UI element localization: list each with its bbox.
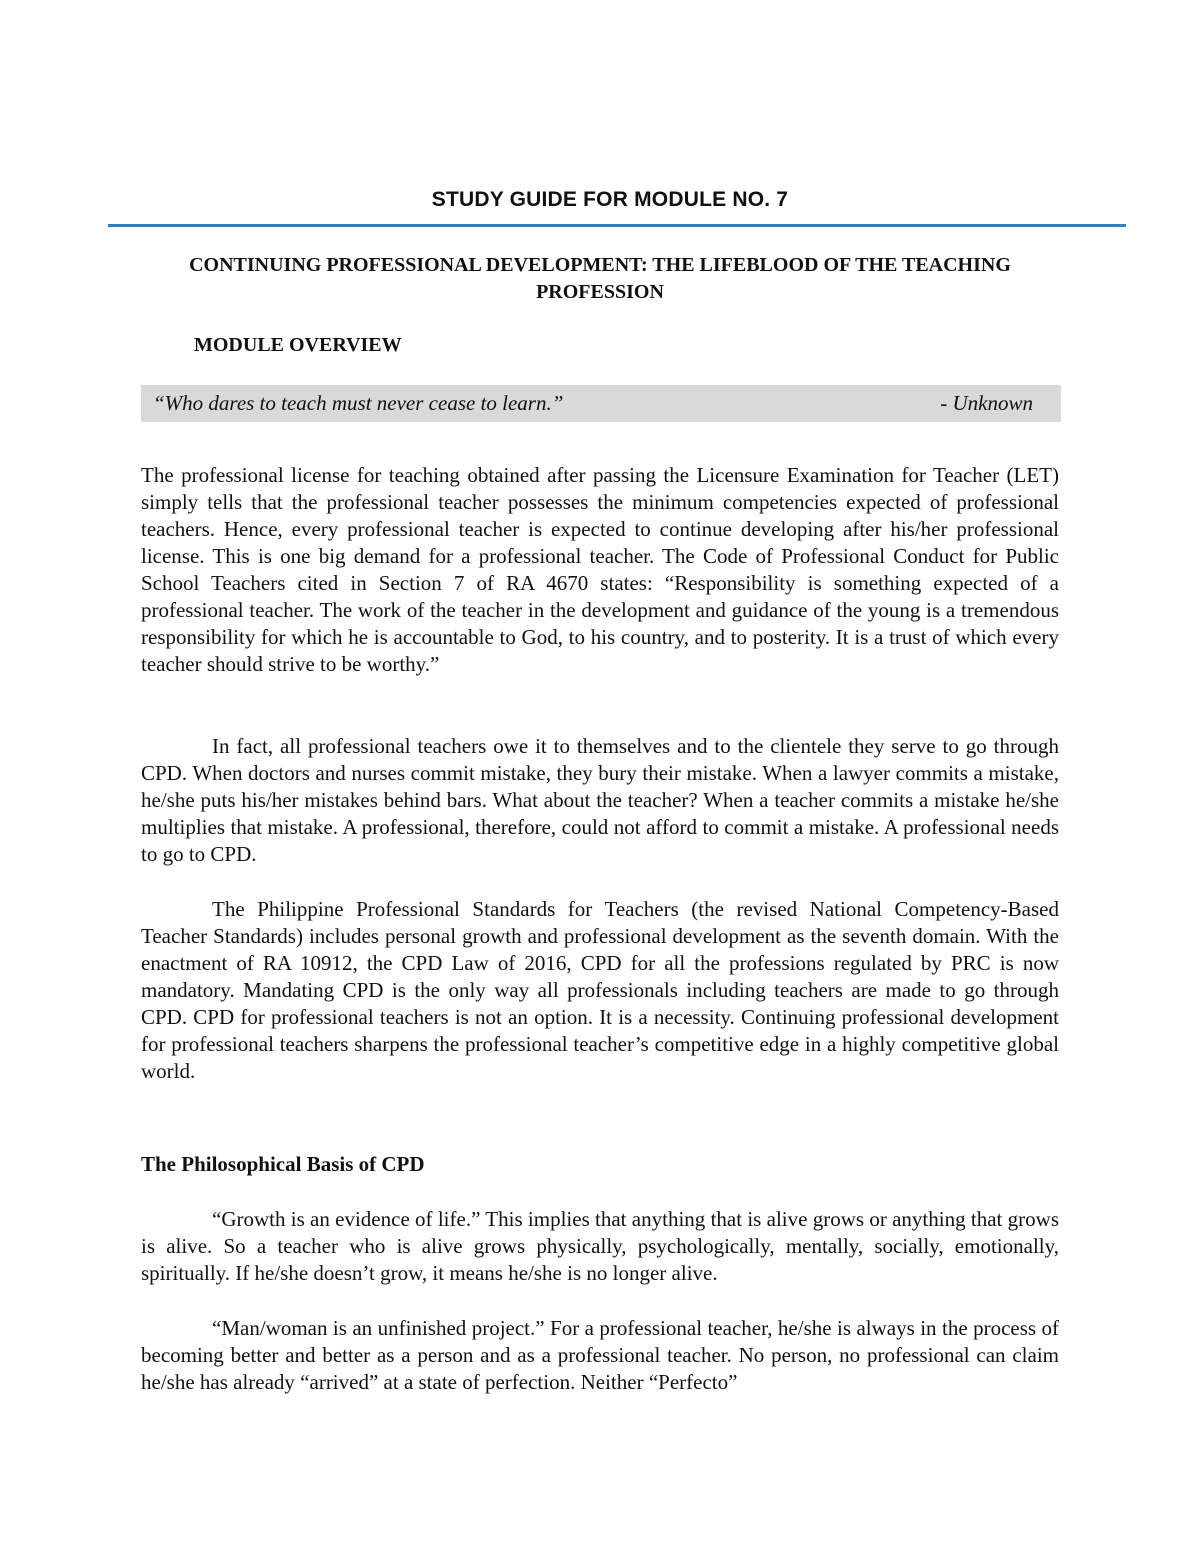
module-title: CONTINUING PROFESSIONAL DEVELOPMENT: THE LIFEBLOOD OF THE TEACHING PROFESSION [189, 254, 1011, 303]
paragraph-standards: The Philippine Professional Standards for Teachers (the revised National Competency-Based Teacher Standards) includes personal growth and professional development as the seventh domain. With the enactment of RA 10912, the CPD Law of 2016, CPD for all the professions regulated by PRC is now mandatory. Mandating CPD is the only way all professionals including teachers are made to go through CPD. CPD for professional teachers is not an option. It is a necessity. Continuing professional development for professional teachers sharpens the professional teacher’s competitive edge in a highly competitive global world. [141, 897, 1059, 1083]
paragraph-cpd-owe: In fact, all professional teachers owe it to themselves and to the clientele they serve to go through CPD. When doctors and nurses commit mistake, they bury their mistake. When a lawyer commits a mistake, he/she puts his/her mistakes behind bars. What about the teacher? When a teacher commits a mistake he/she multiplies that mistake. A professional, therefore, could not afford to commit a mistake. A professional needs to go to CPD. [141, 734, 1059, 866]
paragraph-unfinished-project: “Man/woman is an unfinished project.” For a professional teacher, he/she is always in the process of becoming better and better as a person and as a professional teacher. No person, no professional can claim he/she has already “arrived” at a state of perfection. Neither “Perfecto” [141, 1316, 1059, 1394]
paragraph-license: The professional license for teaching obtained after passing the Licensure Examination for Teacher (LET) simply tells that the professional teacher possesses the minimum competencies expected of professional teachers. Hence, every professional teacher is expected to continue developing after his/her professional license. This is one big demand for a professional teacher. The Code of Professional Conduct for Public School Teachers cited in Section 7 of RA 4670 states: “Responsibility is something expected of a professional teacher. The work of the teacher in the development and guidance of the young is a tremendous responsibility for which he is accountable to God, to his country, and to posterity. It is a trust of which every teacher should strive to be worthy.” [141, 463, 1059, 676]
guide-title: STUDY GUIDE FOR MODULE NO. 7 [431, 188, 789, 211]
module-overview-heading: MODULE OVERVIEW [194, 334, 402, 356]
quote-text: “Who dares to teach must never cease to learn.” [153, 391, 564, 415]
paragraph-growth: “Growth is an evidence of life.” This implies that anything that is alive grows or anything that grows is alive. So a teacher who is alive grows physically, psychologically, mentally, socially, emotionally, spiritually. If he/she doesn’t grow, it means he/she is no longer alive. [141, 1207, 1059, 1285]
section-heading-philosophical-basis: The Philosophical Basis of CPD [141, 1152, 425, 1176]
quote-box [141, 385, 1061, 422]
title-divider [108, 224, 1126, 227]
quote-author: - Unknown [940, 391, 1033, 415]
